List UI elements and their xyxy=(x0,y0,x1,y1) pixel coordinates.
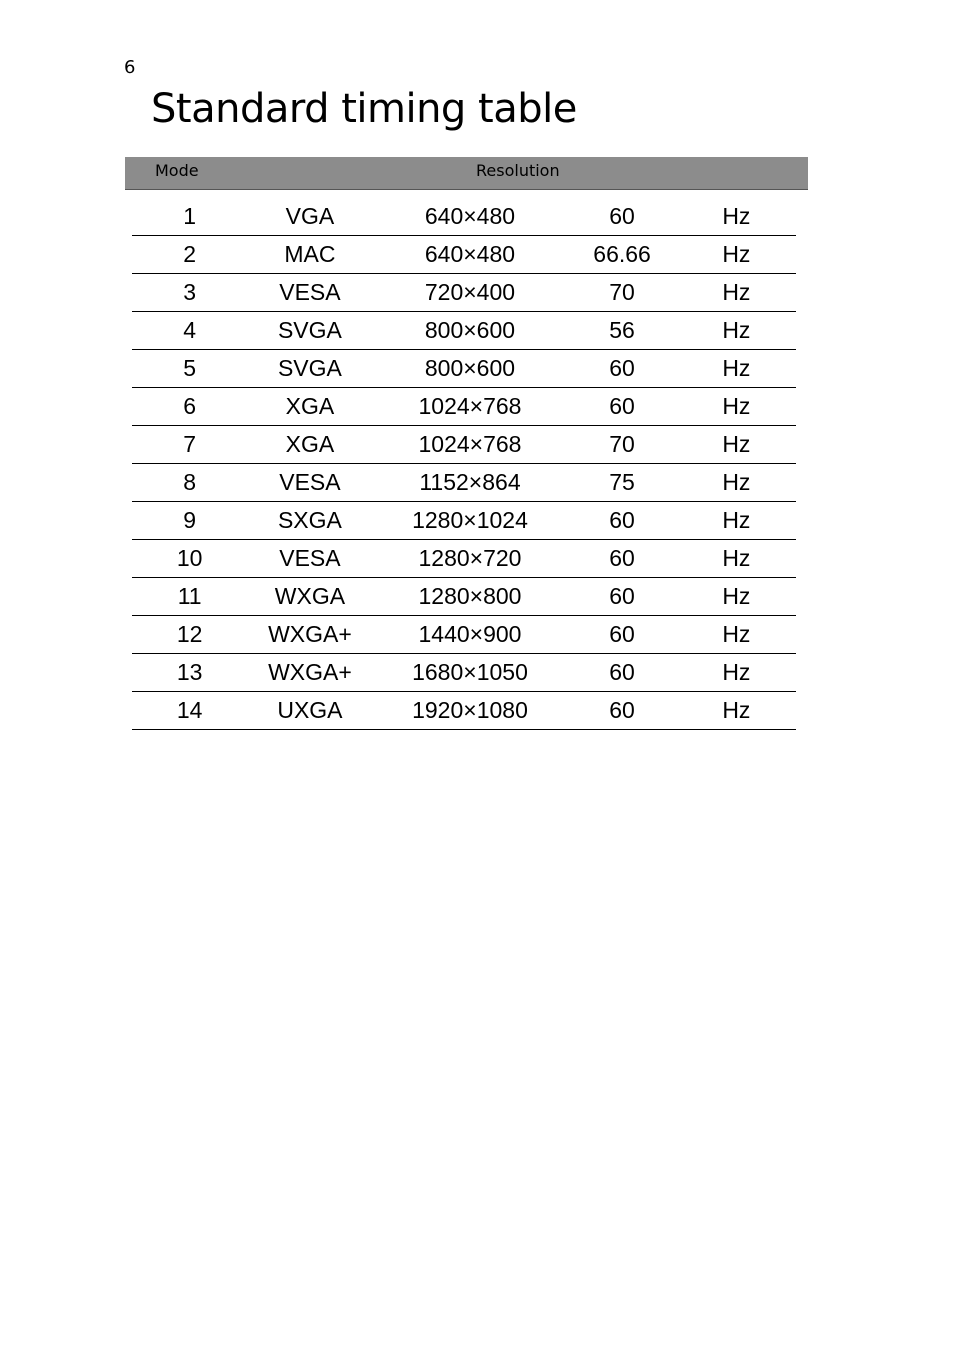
cell-resolution: 640×480 xyxy=(424,203,516,229)
header-resolution: Resolution xyxy=(476,161,560,180)
cell-unit: Hz xyxy=(722,355,751,381)
cell-standard: UXGA xyxy=(277,697,343,723)
cell-frequency: 70 xyxy=(609,431,635,457)
table-row xyxy=(132,198,796,236)
cell-resolution: 1680×1050 xyxy=(412,659,528,685)
cell-unit: Hz xyxy=(722,393,751,419)
table-row xyxy=(132,350,796,388)
cell-unit: Hz xyxy=(722,317,751,343)
table-header xyxy=(125,157,808,190)
cell-mode: 14 xyxy=(176,697,203,723)
cell-standard: WXGA+ xyxy=(268,659,352,685)
cell-standard: SVGA xyxy=(277,355,342,381)
cell-mode: 5 xyxy=(183,355,197,381)
table-row xyxy=(132,274,796,312)
cell-mode: 10 xyxy=(176,545,203,571)
cell-mode: 11 xyxy=(177,583,202,609)
cell-standard: SVGA xyxy=(277,317,342,343)
cell-frequency: 66.66 xyxy=(593,241,651,267)
cell-resolution: 720×400 xyxy=(424,279,516,305)
table-row xyxy=(132,578,796,616)
page-title: Standard timing table xyxy=(151,86,577,132)
cell-resolution: 1280×720 xyxy=(418,545,522,571)
cell-mode: 12 xyxy=(176,621,203,647)
cell-unit: Hz xyxy=(722,659,751,685)
header-mode: Mode xyxy=(155,161,199,180)
cell-resolution: 1920×1080 xyxy=(412,697,528,723)
cell-resolution: 800×600 xyxy=(424,355,516,381)
table-row xyxy=(132,540,796,578)
cell-unit: Hz xyxy=(722,507,751,533)
cell-standard: VESA xyxy=(279,469,341,495)
cell-mode: 6 xyxy=(183,393,197,419)
cell-frequency: 60 xyxy=(609,583,635,609)
table-row xyxy=(132,464,796,502)
cell-mode: 3 xyxy=(183,279,197,305)
cell-frequency: 60 xyxy=(609,393,635,419)
cell-frequency: 60 xyxy=(609,659,635,685)
cell-resolution: 1152×864 xyxy=(419,469,521,495)
table-row xyxy=(132,236,796,274)
cell-resolution: 1440×900 xyxy=(418,621,522,647)
cell-frequency: 60 xyxy=(609,621,635,647)
cell-frequency: 75 xyxy=(609,469,635,495)
cell-standard: VGA xyxy=(285,203,335,229)
table-row xyxy=(132,654,796,692)
cell-frequency: 56 xyxy=(609,317,635,343)
cell-frequency: 60 xyxy=(609,355,635,381)
cell-mode: 13 xyxy=(176,659,203,685)
cell-mode: 1 xyxy=(183,203,197,229)
cell-unit: Hz xyxy=(722,203,751,229)
table-row xyxy=(132,502,796,540)
cell-standard: XGA xyxy=(285,431,335,457)
cell-unit: Hz xyxy=(722,279,751,305)
table-row xyxy=(132,616,796,654)
table-row xyxy=(132,426,796,464)
cell-unit: Hz xyxy=(722,697,751,723)
cell-mode: 2 xyxy=(183,241,197,267)
cell-resolution: 1280×800 xyxy=(418,583,522,609)
table-row xyxy=(132,312,796,350)
cell-mode: 4 xyxy=(183,317,197,343)
cell-standard: WXGA xyxy=(274,583,346,609)
cell-standard: VESA xyxy=(279,279,341,305)
cell-resolution: 1024×768 xyxy=(418,431,522,457)
cell-frequency: 60 xyxy=(609,507,635,533)
cell-mode: 9 xyxy=(183,507,197,533)
cell-mode: 7 xyxy=(183,431,197,457)
cell-resolution: 1024×768 xyxy=(418,393,522,419)
cell-frequency: 60 xyxy=(609,697,635,723)
cell-resolution: 1280×1024 xyxy=(412,507,528,533)
cell-standard: WXGA+ xyxy=(268,621,352,647)
cell-unit: Hz xyxy=(722,241,751,267)
cell-unit: Hz xyxy=(722,431,751,457)
cell-unit: Hz xyxy=(722,621,751,647)
cell-unit: Hz xyxy=(722,469,751,495)
cell-frequency: 70 xyxy=(609,279,635,305)
cell-unit: Hz xyxy=(722,545,751,571)
cell-standard: MAC xyxy=(284,241,336,267)
page-number: 6 xyxy=(124,57,136,78)
cell-frequency: 60 xyxy=(609,545,635,571)
cell-standard: SXGA xyxy=(277,507,342,533)
cell-frequency: 60 xyxy=(609,203,635,229)
table-row xyxy=(132,388,796,426)
cell-resolution: 800×600 xyxy=(424,317,516,343)
cell-standard: XGA xyxy=(285,393,335,419)
cell-standard: VESA xyxy=(279,545,341,571)
table-row xyxy=(132,692,796,730)
timing-table xyxy=(132,198,796,730)
cell-mode: 8 xyxy=(183,469,197,495)
cell-unit: Hz xyxy=(722,583,751,609)
cell-resolution: 640×480 xyxy=(424,241,516,267)
